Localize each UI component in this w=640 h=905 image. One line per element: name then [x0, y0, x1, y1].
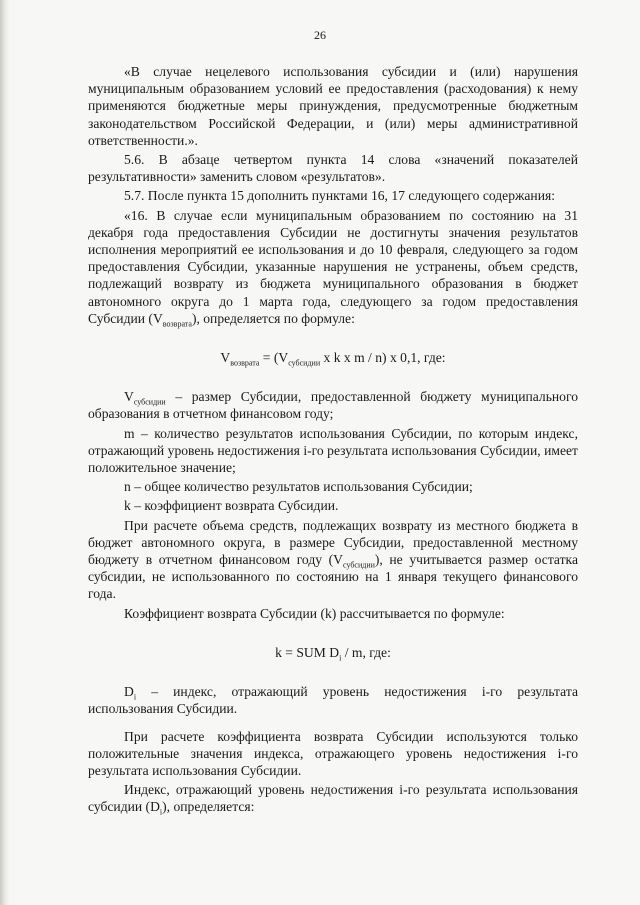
residual-sub: субсидии — [343, 560, 375, 570]
page-number: 26 — [314, 28, 326, 42]
paragraph-5-6: 5.6. В абзаце четвертом пункта 14 слова «значений показателей результативности» заменить словом «результатов». — [88, 152, 578, 185]
definition-m: m – количество результатов использования Субсидии, по которым индекс, отражающий уровень недостижения i-го результата использования Субсидии, имеет положительное значение; — [88, 425, 578, 476]
def-d-sub: i — [133, 692, 137, 702]
index-text-a: Индекс, отражающий уровень недостижения i-го результата использования субсидии (D — [88, 782, 578, 815]
formula-vozvrata — [88, 349, 578, 366]
def-sub-subsidii: субсидии — [133, 397, 166, 407]
formula-k — [88, 644, 578, 661]
formula-k-b: / m, где: — [341, 644, 391, 660]
spacer — [88, 720, 578, 728]
formula-sub-subsidii: субсидии — [288, 358, 321, 368]
paragraph-residual — [88, 517, 578, 603]
definition-n: n – общее количество результатов использования Субсидии; — [124, 479, 473, 495]
definition-v-subsidii — [88, 388, 578, 422]
formula-k-sub: i — [339, 653, 342, 663]
residual-text-a: При расчете объема средств, подлежащих возврату из местного бюджета в бюджет автономного округа, в размере Субсидии, предоставленной местному бюджету в отчетном финансовом году (V — [88, 517, 578, 568]
formula-mid: = (V — [259, 350, 289, 366]
formula-sub-vozvrata: возврата — [230, 358, 260, 368]
index-text-b: ), определяется: — [162, 799, 255, 815]
def-v: V — [124, 389, 134, 405]
definition-k: k – коэффициент возврата Субсидии. — [124, 498, 339, 514]
index-sub: i — [159, 808, 163, 818]
paragraph-k-formula-intro: Коэффициент возврата Субсидии (k) рассчитывается по формуле: — [124, 605, 505, 621]
paragraph-index-defined — [88, 781, 578, 818]
paragraph-5-7: 5.7. После пункта 15 дополнить пунктами 16, 17 следующего содержания: — [124, 188, 556, 204]
paragraph-16-text-b: ), определяется по формуле: — [191, 310, 355, 326]
document-body — [88, 63, 578, 818]
subscript-vozvrata: возврата — [162, 319, 192, 329]
paragraph-16-text-a: «16. В случае если муниципальным образованием по состоянию на 31 декабря года предоставления Субсидии не достигнуты значения результатов исполнения мероприятий ее использования и до 10 февраля, следующего за годом предоставления Субсидии, указанные нарушения не устранены, объем средств, подлежащий возврату из бюджета муниципального образования в бюджет автономного округа до 1 марта года, следующего за годом предоставления Субсидии (V — [88, 207, 578, 326]
paragraph-misuse: «В случае нецелевого использования субсидии и (или) нарушения муниципальным образованием условий ее предоставления (расходования) к нему применяются бюджетные меры принуждения, предусмотренные бюджетным законодательством Российской Федерации, и (или) меры административной ответственности.». — [88, 64, 578, 148]
paragraph-16 — [88, 207, 578, 327]
definition-d — [88, 683, 578, 717]
paragraph-positive-values: При расчете коэффициента возврата Субсидии используются только положительные значения индекса, отражающего уровень недостижения i-го результата использования Субсидии. — [88, 728, 578, 778]
def-d: D — [124, 684, 134, 700]
formula-v: V — [220, 350, 231, 366]
def-v-text: – размер Субсидии, предоставленной бюджету муниципального образования в отчетном финансовом году; — [88, 389, 578, 422]
formula-end: x k x m / n) x 0,1, где: — [320, 350, 446, 366]
formula-k-a: k = SUM D — [275, 644, 340, 660]
def-d-text: – индекс, отражающий уровень недостижения i-го результата использования Субсидии. — [88, 684, 578, 717]
scan-edge — [0, 0, 10, 905]
residual-text-b: ), не учитывается размер остатка субсидии, не использованного по состоянию на 1 января текущего финансового года. — [88, 552, 578, 602]
